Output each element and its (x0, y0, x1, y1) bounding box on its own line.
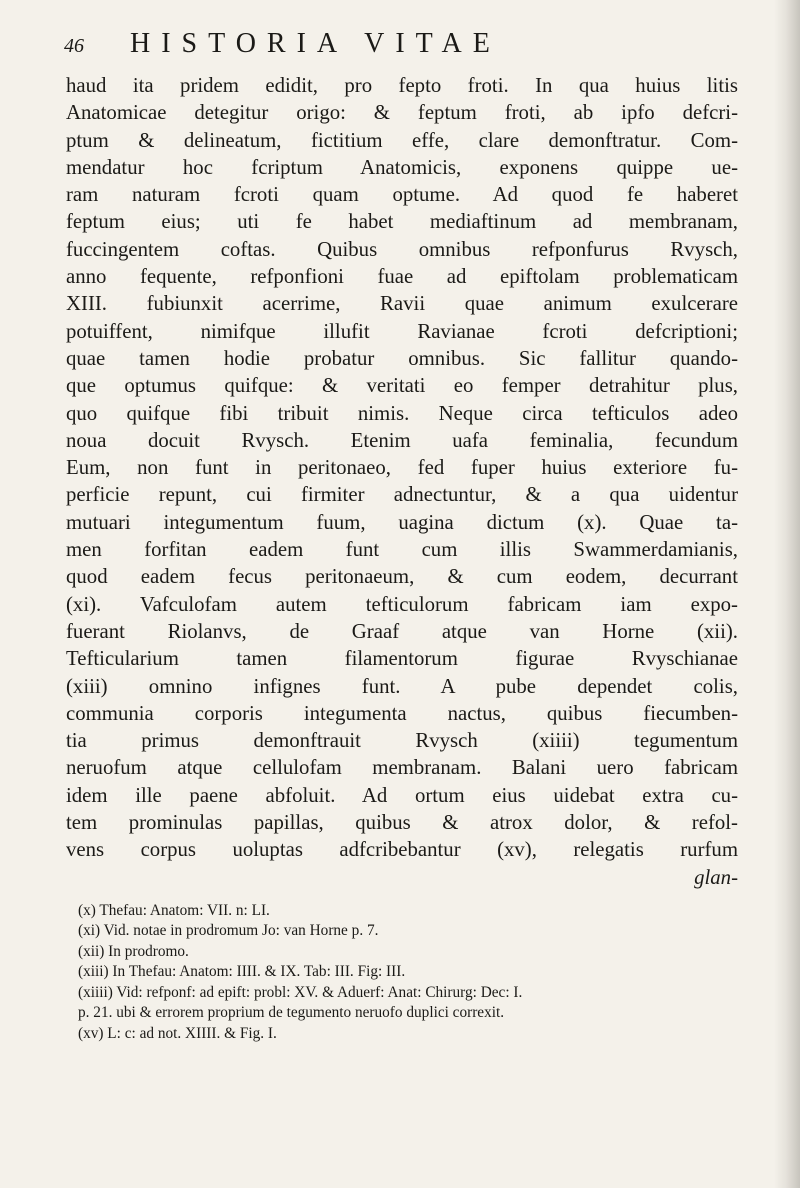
text-line: noua docuit Rvysch. Etenim uafa feminalia, fecundum (66, 428, 738, 452)
text-line: ram naturam fcroti quam optume. Ad quod fe haberet (66, 183, 738, 207)
text-line: anno fequente, refponfioni fuae ad epiftolam problematicam (66, 265, 738, 289)
text-line: (xi). Vafculofam autem tefticulorum fabricam iam expo- (66, 592, 738, 616)
text-line: vens corpus uoluptas adfcribebantur (xv), relegatis rurfum (66, 838, 738, 862)
text-line: tem prominulas papillas, quibus & atrox dolor, & refol- (66, 811, 738, 835)
footnote: p. 21. ubi & errorem proprium de tegumento neruofo duplici correxit. (78, 1004, 505, 1022)
text-line: que optumus quifque: & veritati eo femper detrahitur plus, (66, 374, 738, 398)
text-line: men forfitan eadem funt cum illis Swammerdamianis, (66, 538, 738, 562)
text-line: Eum, non funt in peritonaeo, fed fuper huius exteriore fu- (66, 456, 738, 480)
text-line: mutuari integumentum fuum, uagina dictum (x). Quae ta- (66, 510, 738, 534)
running-head (66, 28, 738, 60)
text-line: potuiffent, nimifque illufit Ravianae fcroti defcriptioni; (66, 319, 738, 343)
text-line: glan- (694, 865, 738, 889)
footnote: (xi) Vid. notae in prodromum Jo: van Horne p. 7. (78, 922, 379, 940)
footnotes (66, 901, 738, 1045)
text-line: quod eadem fecus peritonaeum, & cum eodem, decurrant (66, 565, 738, 589)
text-line: Tefticularium tamen filamentorum figurae Rvyschianae (66, 647, 738, 671)
text-line: XIII. fubiunxit acerrime, Ravii quae animum exulcerare (66, 292, 738, 316)
text-line: haud ita pridem edidit, pro fepto froti. In qua huius litis (66, 74, 738, 97)
footnote: (x) Thefau: Anatom: VII. n: LI. (78, 901, 270, 919)
footnote: (xiiii) Vid: refponf: ad epift: probl: XV. & Aduerf: Anat: Chirurg: Dec: I. (78, 983, 523, 1001)
text-line: neruofum atque cellulofam membranam. Balani uero fabricam (66, 756, 738, 780)
text-line: quo quifque fibi tribuit nimis. Neque circa tefticulos adeo (66, 401, 738, 425)
footnote: (xii) In prodromo. (78, 942, 189, 960)
text-line: quae tamen hodie probatur omnibus. Sic fallitur quando- (66, 346, 738, 370)
text-line: feptum eius; uti fe habet mediaftinum ad membranam, (66, 210, 738, 234)
footnote: (xv) L: c: ad not. XIIII. & Fig. I. (78, 1024, 277, 1042)
text-line: fuerant Riolanvs, de Graaf atque van Horne (xii). (66, 619, 738, 643)
main-text (66, 72, 738, 891)
running-title: HISTORIA VITAE (130, 28, 501, 59)
text-line: mendatur hoc fcriptum Anatomicis, exponens quippe ue- (66, 155, 738, 179)
page-number: 46 (64, 35, 84, 57)
text-line: ptum & delineatum, fictitium effe, clare demonftratur. Com- (66, 128, 738, 152)
text-line: idem ille paene abfoluit. Ad ortum eius uidebat extra cu- (66, 783, 738, 807)
footnote: (xiii) In Thefau: Anatom: IIII. & IX. Tab: III. Fig: III. (78, 963, 406, 981)
text-line: (xiii) omnino infignes funt. A pube dependet colis, (66, 674, 738, 698)
text-line: perficie repunt, cui firmiter adnectuntur, & a qua uidentur (66, 483, 738, 507)
text-line: Anatomicae detegitur origo: & feptum froti, ab ipfo defcri- (66, 101, 738, 125)
text-line: communia corporis integumenta nactus, quibus fiecumben- (66, 701, 738, 725)
text-line: tia primus demonftrauit Rvysch (xiiii) tegumentum (66, 729, 738, 753)
text-line: fuccingentem coftas. Quibus omnibus refponfurus Rvysch, (66, 237, 738, 261)
